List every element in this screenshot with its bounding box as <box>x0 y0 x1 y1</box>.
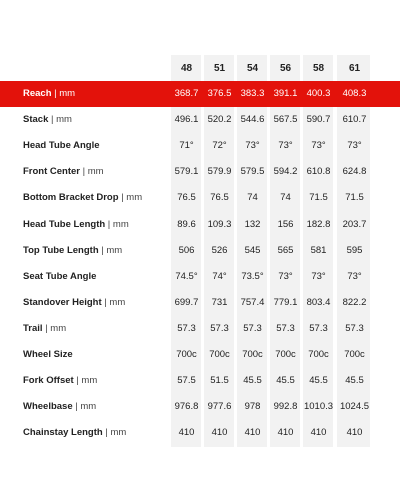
table-cell: 45.5 <box>276 375 295 387</box>
row-label <box>23 323 66 334</box>
table-cell: 506 <box>178 244 195 256</box>
table-row <box>0 368 400 394</box>
row-unit: | mm <box>51 114 72 126</box>
table-cell: 71.5 <box>309 192 328 204</box>
table-row <box>0 159 400 185</box>
table-cell: 57.3 <box>276 322 295 334</box>
table-cell: 73° <box>245 140 260 152</box>
row-name: Reach <box>23 88 52 99</box>
table-cell: 590.7 <box>306 114 331 126</box>
table-row <box>0 420 400 446</box>
table-cell: 410 <box>178 427 195 439</box>
table-cell: 57.3 <box>177 322 196 334</box>
table-cell: 89.6 <box>177 218 196 230</box>
row-name: Seat Tube Angle <box>23 270 97 282</box>
table-cell: 594.2 <box>273 166 298 178</box>
table-cell: 410 <box>244 427 261 439</box>
table-cell: 73° <box>311 270 326 282</box>
row-name: Bottom Bracket Drop <box>23 192 119 204</box>
table-cell: 368.7 <box>174 88 199 99</box>
size-header: 51 <box>213 63 226 74</box>
table-cell: 1024.5 <box>339 401 370 413</box>
size-header: 58 <box>312 63 325 74</box>
table-row <box>0 290 400 316</box>
table-cell: 57.3 <box>309 322 328 334</box>
table-cell: 57.5 <box>177 375 196 387</box>
table-cell: 156 <box>277 218 294 230</box>
row-name: Standover Height <box>23 296 102 308</box>
table-cell: 610.8 <box>306 166 331 178</box>
row-unit: | mm <box>101 244 123 256</box>
row-label <box>23 401 96 412</box>
table-cell: 520.2 <box>207 114 232 126</box>
table-cell: 992.8 <box>273 401 298 413</box>
table-cell: 545 <box>244 244 261 256</box>
table-cell: 410 <box>211 427 228 439</box>
table-cell: 45.5 <box>243 375 262 387</box>
row-name: Head Tube Length <box>23 218 106 230</box>
table-cell: 757.4 <box>240 296 265 308</box>
table-cell: 595 <box>346 244 363 256</box>
table-row <box>0 212 400 238</box>
table-cell: 581 <box>310 244 327 256</box>
table-cell: 1010.3 <box>303 401 334 413</box>
table-cell: 57.3 <box>345 322 364 334</box>
table-cell: 496.1 <box>174 114 199 126</box>
table-row <box>0 133 400 159</box>
table-cell: 700c <box>209 349 230 360</box>
table-cell: 410 <box>310 427 327 439</box>
row-label <box>23 245 122 256</box>
table-cell: 109.3 <box>207 218 232 230</box>
table-cell: 408.3 <box>342 88 367 99</box>
table-cell: 400.3 <box>306 88 331 99</box>
row-name: Fork Offset <box>23 375 74 387</box>
table-row <box>0 81 400 107</box>
table-cell: 565 <box>277 244 294 256</box>
table-cell: 977.6 <box>207 401 232 413</box>
table-cell: 544.6 <box>240 114 265 126</box>
table-row <box>0 264 400 290</box>
table-cell: 74.5° <box>175 270 198 282</box>
table-cell: 74° <box>212 270 227 282</box>
row-unit: | mm <box>107 218 129 230</box>
table-cell: 976.8 <box>174 401 199 413</box>
table-cell: 73° <box>347 270 362 282</box>
table-cell: 779.1 <box>273 296 298 308</box>
table-cell: 699.7 <box>174 296 199 308</box>
table-row <box>0 107 400 133</box>
row-label <box>23 349 73 360</box>
size-header: 61 <box>348 63 361 74</box>
row-name: Trail <box>23 322 43 334</box>
row-label <box>23 192 142 203</box>
size-header: 48 <box>180 63 193 74</box>
table-cell: 76.5 <box>210 192 229 204</box>
table-cell: 700c <box>344 349 365 360</box>
row-unit: | mm <box>105 427 127 439</box>
size-header-row <box>0 56 400 82</box>
table-cell: 383.3 <box>240 88 265 99</box>
table-row <box>0 342 400 368</box>
row-name: Head Tube Angle <box>23 140 100 152</box>
row-unit: | mm <box>82 166 104 178</box>
table-cell: 73.5° <box>241 270 264 282</box>
row-name: Wheel Size <box>23 349 73 360</box>
row-label <box>23 88 75 99</box>
table-cell: 731 <box>211 296 228 308</box>
table-cell: 45.5 <box>309 375 328 387</box>
table-cell: 57.3 <box>210 322 229 334</box>
table-cell: 74 <box>280 192 291 204</box>
table-cell: 51.5 <box>210 375 229 387</box>
table-cell: 624.8 <box>342 166 367 178</box>
table-cell: 73° <box>278 140 293 152</box>
table-cell: 45.5 <box>345 375 364 387</box>
table-cell: 803.4 <box>306 296 331 308</box>
table-cell: 73° <box>311 140 326 152</box>
size-header: 54 <box>246 63 259 74</box>
table-cell: 700c <box>275 349 296 360</box>
table-cell: 579.1 <box>174 166 199 178</box>
table-cell: 567.5 <box>273 114 298 126</box>
table-cell: 700c <box>176 349 197 360</box>
table-cell: 203.7 <box>342 218 367 230</box>
table-cell: 132 <box>244 218 261 230</box>
row-unit: | mm <box>76 375 98 387</box>
row-unit: | mm <box>121 192 143 204</box>
table-cell: 376.5 <box>207 88 232 99</box>
row-unit: | mm <box>45 322 67 334</box>
table-cell: 579.9 <box>207 166 232 178</box>
row-name: Top Tube Length <box>23 244 99 256</box>
row-name: Chainstay Length <box>23 427 103 439</box>
row-label <box>23 375 97 386</box>
table-cell: 610.7 <box>342 114 367 126</box>
row-label <box>23 219 129 230</box>
row-name: Stack <box>23 114 49 126</box>
row-label <box>23 166 104 177</box>
row-label <box>23 427 126 438</box>
row-unit: | mm <box>104 296 126 308</box>
row-label <box>23 140 100 151</box>
table-row <box>0 238 400 264</box>
table-cell: 76.5 <box>177 192 196 204</box>
row-name: Front Center <box>23 166 80 178</box>
table-cell: 71° <box>179 140 194 152</box>
table-cell: 579.5 <box>240 166 265 178</box>
size-header: 56 <box>279 63 292 74</box>
row-label <box>23 114 72 125</box>
row-unit: | mm <box>75 401 97 413</box>
row-label <box>23 271 96 282</box>
table-cell: 57.3 <box>243 322 262 334</box>
table-cell: 73° <box>278 270 293 282</box>
table-cell: 71.5 <box>345 192 364 204</box>
table-cell: 822.2 <box>342 296 367 308</box>
table-row <box>0 185 400 211</box>
table-cell: 74 <box>247 192 258 204</box>
table-cell: 182.8 <box>306 218 331 230</box>
table-cell: 410 <box>277 427 294 439</box>
table-row <box>0 316 400 342</box>
table-cell: 72° <box>212 140 227 152</box>
row-unit: | mm <box>54 88 76 99</box>
table-cell: 410 <box>346 427 363 439</box>
row-label <box>23 297 125 308</box>
table-cell: 391.1 <box>273 88 298 99</box>
table-cell: 978 <box>244 401 261 413</box>
table-cell: 526 <box>211 244 228 256</box>
table-row <box>0 394 400 420</box>
table-cell: 73° <box>347 140 362 152</box>
table-cell: 700c <box>308 349 329 360</box>
table-cell: 700c <box>242 349 263 360</box>
row-name: Wheelbase <box>23 401 73 413</box>
